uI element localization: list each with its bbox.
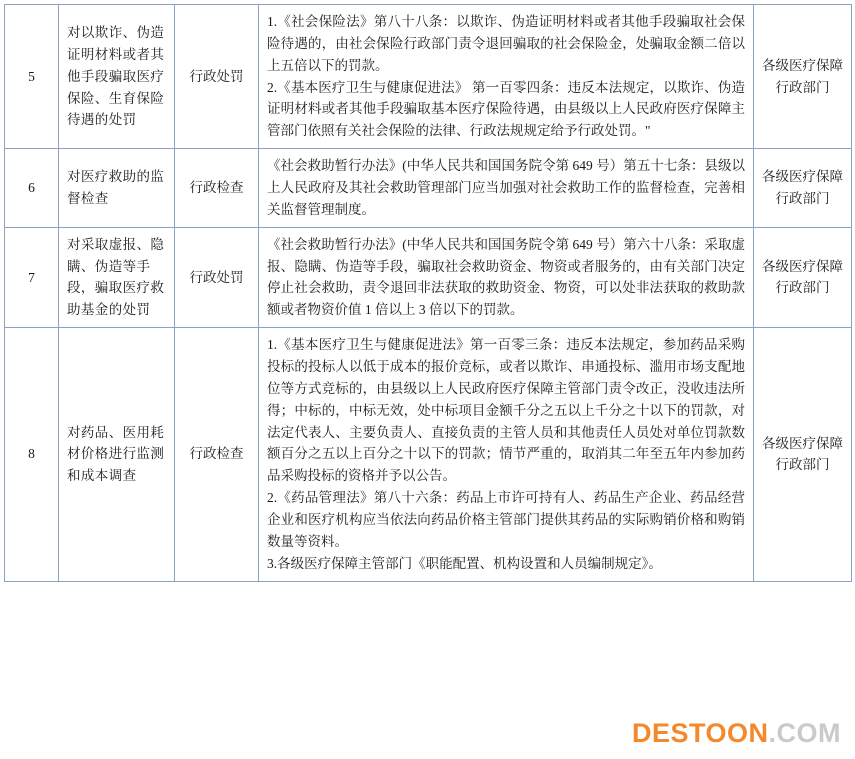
- row-responsible-org: [754, 328, 852, 581]
- legal-basis-line: 1.《基本医疗卫生与健康促进法》第一百零三条：违反本法规定，参加药品采购投标的投标人以低于成本的报价竞标，或者以欺诈、串通投标、滥用市场支配地位等方式竞标的，由县级以上人民政府医疗保障主管部门责令改正，没收违法所得；中标的，中标无效，处中标项目金额千分之五以上千分之十以下的罚款，对法定代表人、主要负责人、直接负责的主管人员和其他责任人员处对单位罚款数额百分之五以上百分之十以下的罚款；情节严重的，取消其二年至五年内参加药品采购投标的资格并予以公告。: [267, 337, 745, 484]
- row-item-name: 对以欺诈、伪造证明材料或者其他手段骗取医疗保险、生育保险待遇的处罚: [59, 5, 175, 149]
- org-line: 行政部门: [775, 457, 830, 473]
- legal-basis-line: 2.《药品管理法》第八十六条：药品上市许可持有人、药品生产企业、药品经营企业和医疗机构应当依法向药品价格主管部门提供其药品的实际购销价格和购销数量等资料。: [267, 490, 745, 549]
- legal-basis-line: 2.《基本医疗卫生与健康促进法》 第一百零四条：违反本法规定，以欺诈、伪造证明材料或者其他手段骗取基本医疗保险待遇，由县级以上人民政府医疗保障主管部门依照有关社会保险的法律、行政法规规定给予行政处罚。": [267, 79, 745, 139]
- org-line: 各级医疗保障: [762, 258, 843, 274]
- row-item-name: 对药品、医用耗材价格进行监测和成本调查: [59, 328, 175, 581]
- legal-basis-line: 《社会救助暂行办法》(中华人民共和国国务院令第 649 号）第六十八条：采取虚报、隐瞒、伪造等手段，骗取社会救助资金、物资或者服务的，由有关部门决定停止社会救助，责令退回非法获取的救助资金、物资，可以处非法获取的救助款额或者物资价值 1 倍以上 3 倍以下的罚款。: [267, 236, 745, 318]
- table-row: [5, 227, 852, 327]
- watermark-suffix: .COM: [768, 718, 841, 748]
- watermark: [632, 718, 841, 749]
- row-power-type: 行政检查: [175, 149, 259, 228]
- row-legal-basis: [259, 328, 754, 581]
- legal-basis-line: 1.《社会保险法》第八十八条：以欺诈、伪造证明材料或者其他手段骗取社会保险待遇的，由社会保险行政部门责令退回骗取的社会保险金，处骗取金额二倍以上五倍以下的罚款。: [267, 14, 745, 73]
- row-power-type: 行政处罚: [175, 5, 259, 149]
- row-item-name: 对医疗救助的监督检查: [59, 149, 175, 228]
- legal-basis-line: 3.各级医疗保障主管部门《职能配置、机构设置和人员编制规定》。: [267, 555, 662, 571]
- org-line: 行政部门: [775, 190, 830, 206]
- document-page: [0, 4, 855, 759]
- row-number: 7: [5, 227, 59, 327]
- org-line: 行政部门: [775, 280, 830, 296]
- watermark-brand: DESTOON: [631, 718, 769, 748]
- org-line: 各级医疗保障: [762, 169, 843, 185]
- row-power-type: 行政检查: [175, 328, 259, 581]
- row-number: 8: [5, 328, 59, 581]
- row-responsible-org: [754, 5, 852, 149]
- table-row: [5, 149, 852, 228]
- row-number: 6: [5, 149, 59, 228]
- row-legal-basis: [259, 149, 754, 228]
- row-responsible-org: [754, 227, 852, 327]
- org-line: 行政部门: [775, 79, 830, 95]
- row-power-type: 行政处罚: [175, 227, 259, 327]
- org-line: 各级医疗保障: [762, 57, 843, 73]
- row-number: 5: [5, 5, 59, 149]
- org-line: 各级医疗保障: [762, 435, 843, 451]
- row-responsible-org: [754, 149, 852, 228]
- legal-basis-line: 《社会救助暂行办法》(中华人民共和国国务院令第 649 号）第五十七条：县级以上人民政府及其社会救助管理部门应当加强对社会救助工作的监督检查，完善相关监督管理制度。: [267, 158, 745, 217]
- row-legal-basis: [259, 227, 754, 327]
- power-list-table: [4, 4, 852, 582]
- row-legal-basis: [259, 5, 754, 149]
- table-row: [5, 328, 852, 581]
- row-item-name: 对采取虚报、隐瞒、伪造等手段，骗取医疗救助基金的处罚: [59, 227, 175, 327]
- table-row: [5, 5, 852, 149]
